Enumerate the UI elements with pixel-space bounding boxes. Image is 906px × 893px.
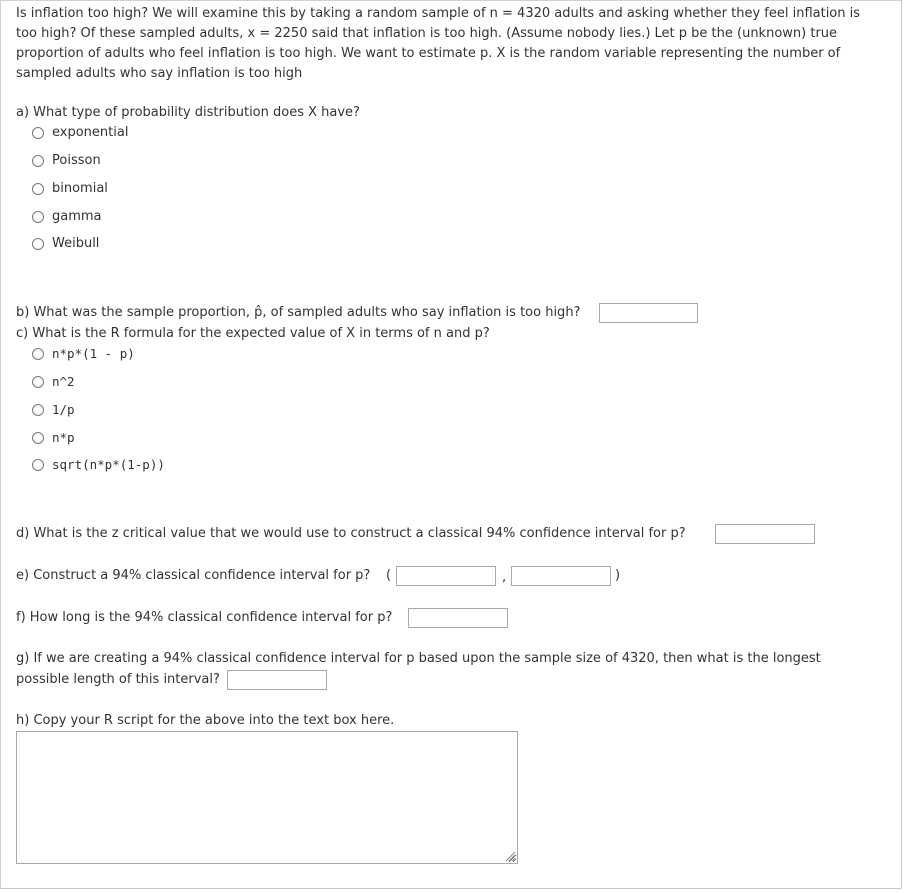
option-label: n^2 [52, 374, 75, 389]
radio-button[interactable] [32, 348, 44, 360]
problem-statement: Is inflation too high? We will examine this by taking a random sample of n = 4320 adults and asking whether they feel inflation is too high? Of these sampled adults, x = 2250 said that inflation is too high. (Assume nobody lies.) Let p be the (unknown) true proportion of adults who feel inflation is too high. We want to estimate p. X is the random variable representing the number of sampled adults who say inflation is too high [16, 6, 861, 81]
radio-button[interactable] [32, 404, 44, 416]
question-g-line2: possible length of this interval? [16, 672, 220, 687]
option-c-n-squared[interactable] [32, 373, 75, 391]
option-a-gamma[interactable] [32, 208, 102, 226]
question-e: e) Construct a 94% classical confidence interval for p? [16, 568, 371, 583]
longest-length-input[interactable] [227, 670, 327, 690]
option-label: n*p [52, 430, 75, 445]
option-c-one-over-p[interactable] [32, 401, 75, 419]
option-label: exponential [52, 125, 129, 140]
ci-length-input[interactable] [408, 608, 508, 628]
ci-upper-input[interactable] [511, 566, 611, 586]
open-parenthesis: ( [386, 568, 392, 583]
option-a-weibull[interactable] [32, 235, 99, 253]
comma-separator: , [502, 570, 507, 585]
z-critical-input[interactable] [715, 524, 815, 544]
ci-lower-input[interactable] [396, 566, 496, 586]
option-c-sd-formula[interactable] [32, 456, 165, 474]
question-f: f) How long is the 94% classical confidence interval for p? [16, 610, 393, 625]
option-label: 1/p [52, 402, 75, 417]
option-label: sqrt(n*p*(1-p)) [52, 457, 165, 472]
radio-button[interactable] [32, 432, 44, 444]
option-a-poisson[interactable] [32, 152, 101, 170]
r-script-textarea[interactable] [16, 731, 518, 864]
question-b: b) What was the sample proportion, p̂, of sampled adults who say inflation is too high? [16, 305, 581, 320]
question-d: d) What is the z critical value that we would use to construct a classical 94% confidence interval for p? [16, 526, 686, 541]
option-label: binomial [52, 181, 108, 196]
option-a-binomial[interactable] [32, 180, 108, 198]
question-g-line1: g) If we are creating a 94% classical confidence interval for p based upon the sample size of 4320, then what is the longest [16, 651, 821, 666]
question-h: h) Copy your R script for the above into the text box here. [16, 713, 395, 728]
radio-button[interactable] [32, 127, 44, 139]
radio-button[interactable] [32, 238, 44, 250]
sample-proportion-input[interactable] [599, 303, 698, 323]
radio-button[interactable] [32, 155, 44, 167]
radio-button[interactable] [32, 459, 44, 471]
radio-button[interactable] [32, 211, 44, 223]
radio-button[interactable] [32, 376, 44, 388]
option-label: n*p*(1 - p) [52, 346, 135, 361]
option-c-n-times-p[interactable] [32, 429, 75, 447]
radio-button[interactable] [32, 183, 44, 195]
option-c-variance-formula[interactable] [32, 345, 135, 363]
option-a-exponential[interactable] [32, 124, 128, 142]
question-c: c) What is the R formula for the expected value of X in terms of n and p? [16, 326, 490, 341]
option-label: gamma [52, 209, 102, 224]
question-a: a) What type of probability distribution does X have? [16, 105, 360, 120]
option-label: Poisson [52, 153, 101, 168]
close-parenthesis: ) [615, 568, 621, 583]
option-label: Weibull [52, 236, 100, 251]
